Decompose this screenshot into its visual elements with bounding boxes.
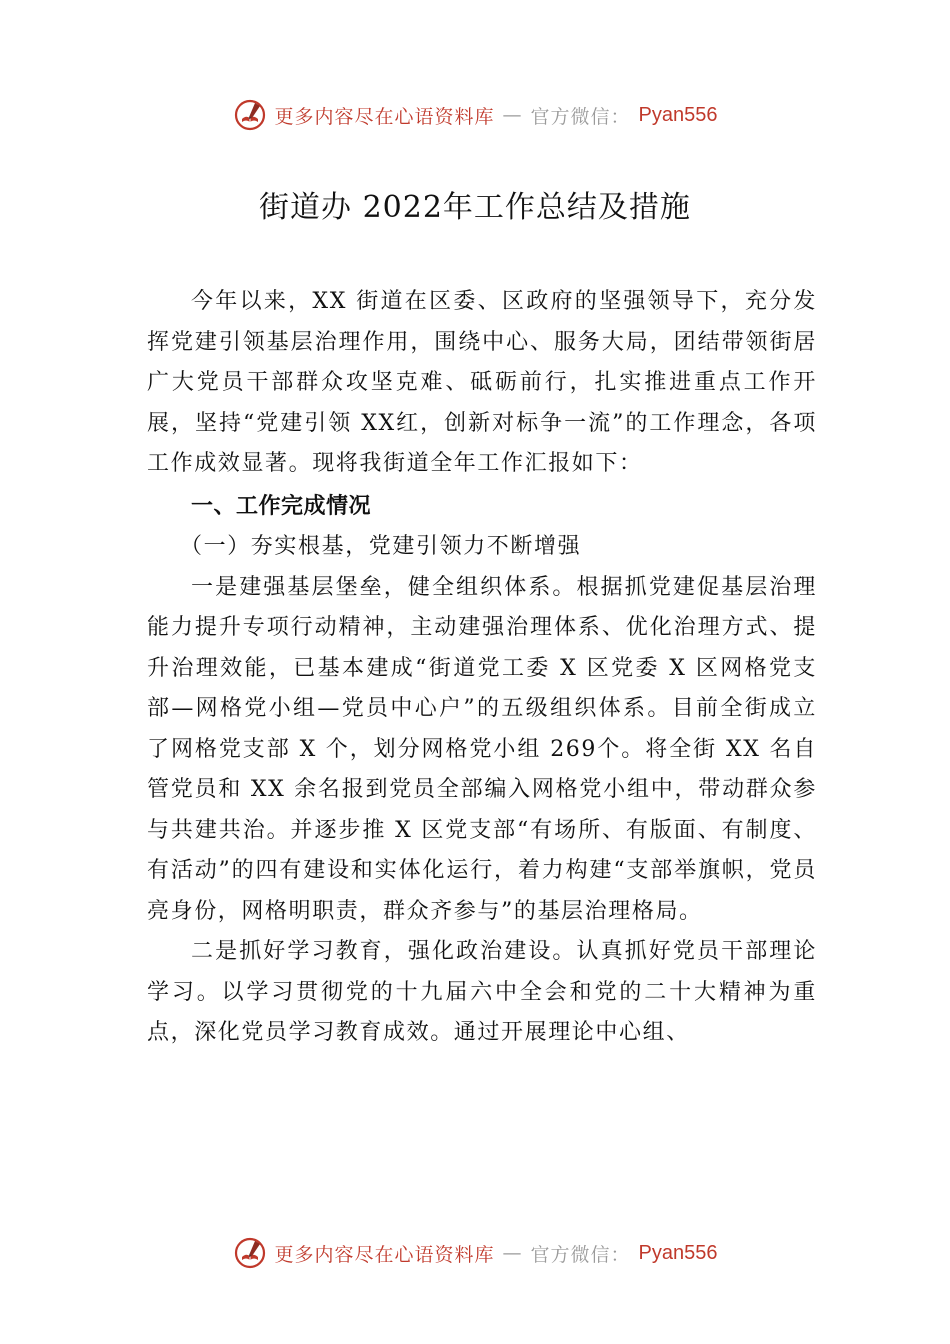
document-title: 街道办 2022年工作总结及措施 [259, 190, 691, 225]
header-weixin-label: 官方微信： [530, 105, 631, 128]
header-banner-separator: — [502, 104, 523, 126]
section-heading: 一、工作完成情况 [191, 493, 372, 519]
footer-weixin-label: 官方微信： [530, 1243, 631, 1266]
footer-banner-separator: — [502, 1242, 523, 1264]
subsection-heading: （一）夯实根基，党建引领力不断增强 [180, 534, 582, 559]
footer-banner-text: 更多内容尽在心语资料库 [274, 1243, 495, 1266]
book-pen-logo-icon [233, 1236, 267, 1270]
book-pen-logo-icon [233, 98, 267, 132]
footer-weixin-id: Pyan556 [638, 1241, 718, 1264]
document-body [147, 282, 817, 1054]
header-banner-text: 更多内容尽在心语资料库 [274, 105, 495, 128]
intro-paragraph: 今年以来，XX 街道在区委、区政府的坚强领导下，充分发挥党建引领基层治理作用，围绕中心、服务大局，团结带领街居广大党员干部群众攻坚克难、砥砺前行，扎实推进重点工作开展，坚持“党建引领 XX红，创新对标争一流”的工作理念，各项工作成效显著。现将我街道全年工作汇报如下： [147, 289, 817, 476]
header-weixin-id: Pyan556 [638, 103, 718, 126]
header-banner [0, 95, 950, 135]
footer-banner [0, 1233, 950, 1273]
body-paragraph-1: 一是建强基层堡垒，健全组织体系。根据抓党建促基层治理能力提升专项行动精神，主动建强治理体系、优化治理方式、提升治理效能，已基本建成“街道党工委 X 区党委 X 区网格党支部—网格党小组—党员中心户”的五级组织体系。目前全街成立了网格党支部 X 个，划分网格党小组 269个。将全街 XX 名自管党员和 XX 余名报到党员全部编入网格党小组中，带动群众参与共建共治。并逐步推 X 区党支部“有场所、有版面、有制度、有活动”的四有建设和实体化运行，着力构建“支部举旗帜，党员亮身份，网格明职责，群众齐参与”的基层治理格局。 [147, 574, 817, 924]
body-paragraph-2: 二是抓好学习教育，强化政治建设。认真抓好党员干部理论学习。以学习贯彻党的十九届六中全会和党的二十大精神为重点，深化党员学习教育成效。通过开展理论中心组、 [147, 939, 817, 1045]
